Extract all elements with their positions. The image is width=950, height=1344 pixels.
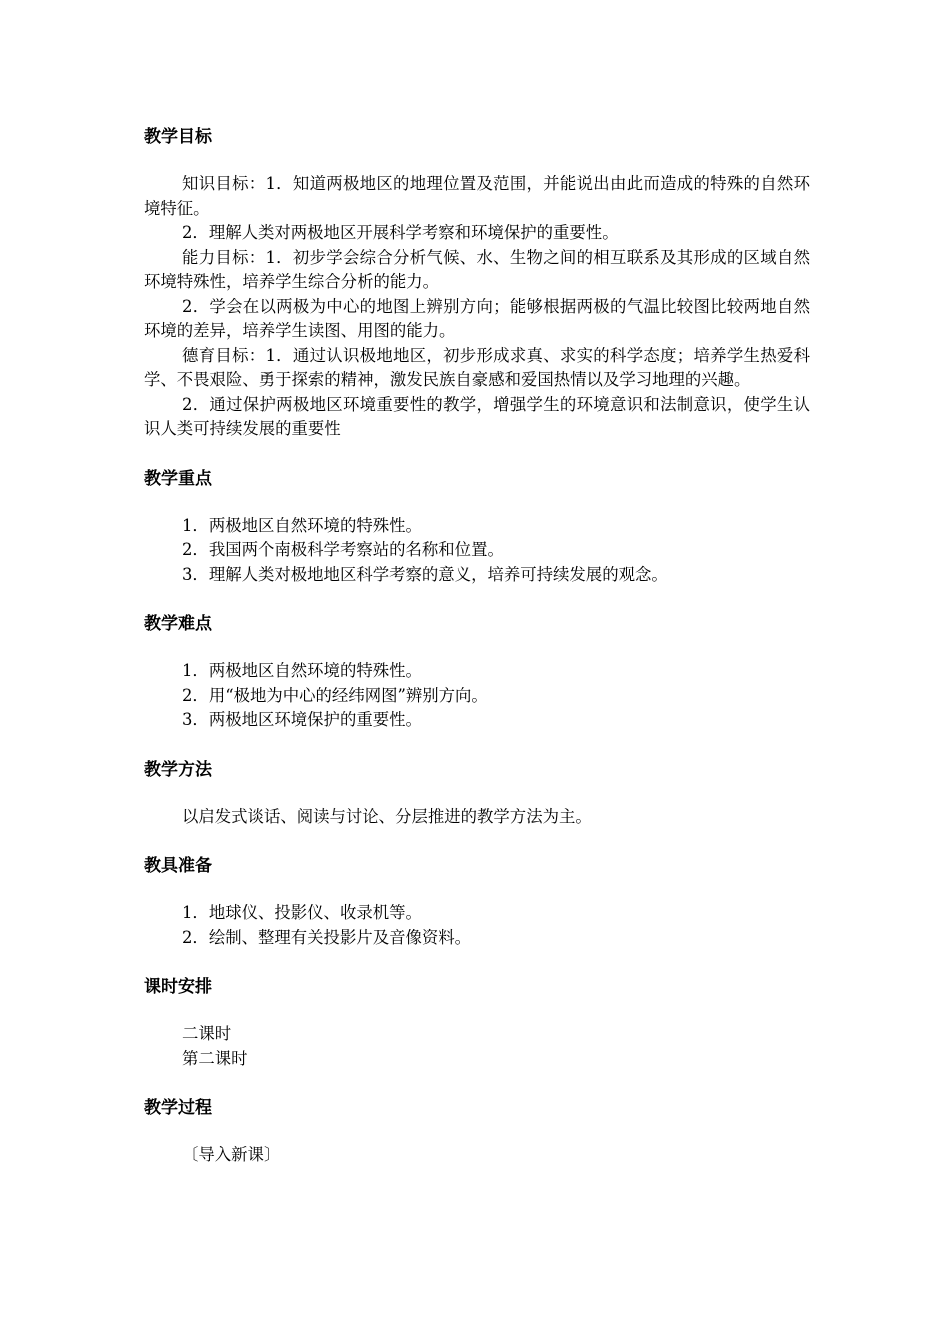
section-heading-process: 教学过程 [144,1098,212,1118]
objective-paragraph: 能力目标：1．初步学会综合分析气候、水、生物之间的相互联系及其形成的区域自然环境特殊性，培养学生综合分析的能力。 [144,247,810,291]
objective-paragraph: 2．学会在以两极为中心的地图上辨别方向；能够根据两极的气温比较图比较两地自然环境的差异，培养学生读图、用图的能力。 [144,296,810,340]
key-point-item: 2．我国两个南极科学考察站的名称和位置。 [182,540,504,559]
objective-paragraph: 2．理解人类对两极地区开展科学考察和环境保护的重要性。 [182,223,619,242]
material-item: 1．地球仪、投影仪、收录机等。 [182,903,422,922]
process-item: 〔导入新课〕 [182,1145,281,1164]
section-heading-objectives: 教学目标 [144,127,212,147]
schedule-item: 第二课时 [182,1048,248,1068]
difficulty-item: 2．用“极地为中心的经纬网图”辨别方向。 [182,685,488,705]
objective-paragraph: 知识目标：1．知道两极地区的地理位置及范围，并能说出由此而造成的特殊的自然环境特征。 [144,174,810,218]
objective-paragraph: 德育目标：1．通过认识极地地区，初步形成求真、求实的科学态度；培养学生热爱科学、不畏艰险、勇于探索的精神，激发民族自豪感和爱国热情以及学习地理的兴趣。 [144,345,810,389]
key-point-item: 3．理解人类对极地地区科学考察的意义，培养可持续发展的观念。 [182,564,668,584]
objective-paragraph: 2．通过保护两极地区环境重要性的教学，增强学生的环境意识和法制意识，使学生认识人类可持续发展的重要性 [144,394,810,438]
key-point-item: 1．两极地区自然环境的特殊性。 [182,515,422,535]
difficulty-item: 3．两极地区环境保护的重要性。 [182,710,422,729]
schedule-item: 二课时 [182,1024,232,1043]
document-body [144,124,810,1168]
section-heading-key-points: 教学重点 [144,468,212,489]
section-heading-methods: 教学方法 [144,759,212,780]
difficulty-item: 1．两极地区自然环境的特殊性。 [182,661,422,680]
section-heading-difficulties: 教学难点 [144,614,212,634]
method-item: 以启发式谈话、阅读与讨论、分层推进的教学方法为主。 [182,806,592,826]
section-heading-materials: 教具准备 [144,856,212,876]
material-item: 2．绘制、整理有关投影片及音像资料。 [182,927,472,947]
section-heading-schedule: 课时安排 [144,977,212,997]
